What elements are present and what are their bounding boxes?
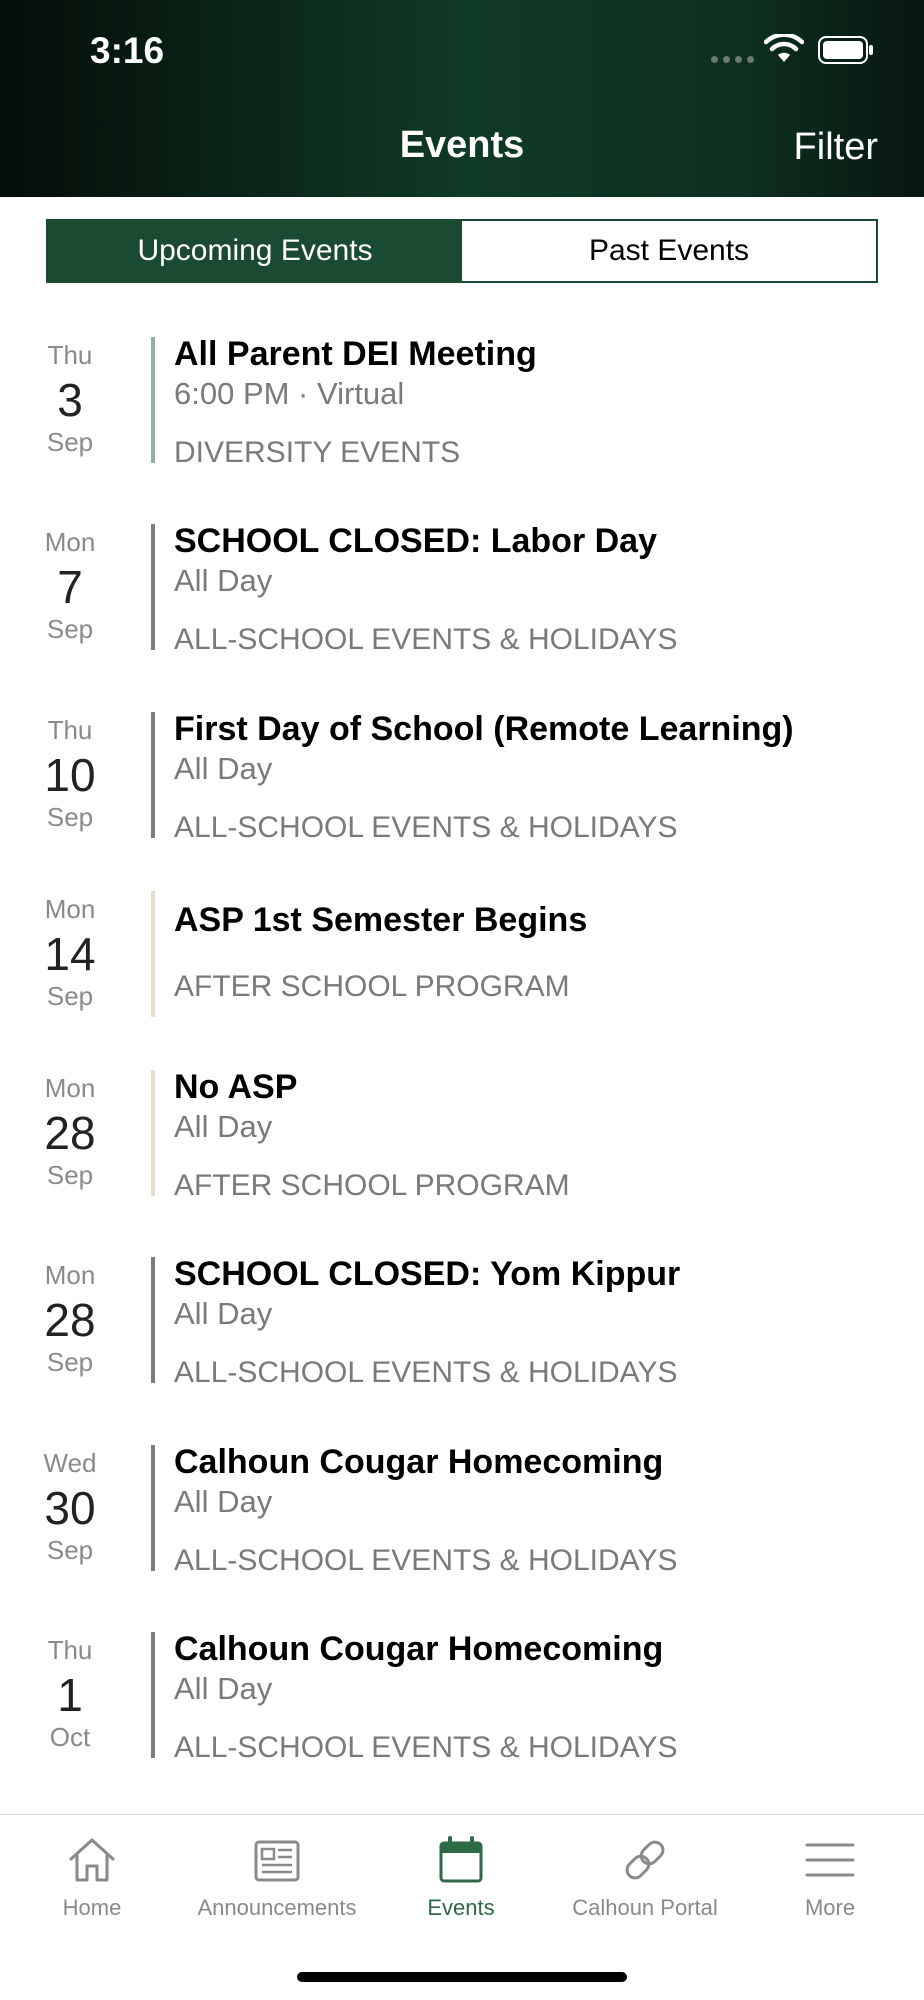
event-title: SCHOOL CLOSED: Labor Day [174,522,657,560]
event-category: ALL-SCHOOL EVENTS & HOLIDAYS [174,623,678,656]
event-row[interactable] [0,522,924,682]
event-category: ALL-SCHOOL EVENTS & HOLIDAYS [174,811,678,844]
event-month: Sep [46,614,94,644]
event-date [20,715,120,833]
event-date [20,894,120,1012]
home-indicator[interactable] [297,1972,627,1982]
event-day: 1 [57,1669,83,1721]
wifi-icon [764,34,804,64]
tab-more-label: More [804,1895,856,1920]
event-time: All Day [174,1484,273,1519]
tab-calhoun-portal-label: Calhoun Portal [572,1895,718,1920]
event-day: 30 [44,1482,96,1534]
category-color-bar [151,524,155,650]
event-date [20,1073,120,1191]
event-row[interactable] [0,1443,924,1603]
event-month: Sep [46,981,94,1011]
event-weekday: Thu [47,1635,93,1665]
event-weekday: Wed [43,1448,97,1478]
event-title: No ASP [174,1068,298,1106]
calendar-icon [434,1835,488,1885]
category-color-bar [151,1632,155,1758]
event-weekday: Mon [44,1260,96,1290]
event-day: 7 [57,561,83,613]
tab-home-label: Home [62,1895,122,1920]
event-month: Sep [46,1347,94,1377]
event-title: Calhoun Cougar Homecoming [174,1443,664,1481]
event-category: AFTER SCHOOL PROGRAM [174,1169,570,1202]
upcoming-events-tab[interactable]: Upcoming Events [48,221,462,281]
tab-events-label: Events [427,1895,495,1920]
tab-events[interactable] [369,1835,553,1921]
event-time: All Day [174,563,273,598]
event-row[interactable] [0,1068,924,1228]
event-month: Sep [46,1160,94,1190]
event-row[interactable] [0,1255,924,1415]
event-row[interactable] [0,710,924,870]
events-segmented-control [46,219,878,283]
link-icon [618,1835,672,1885]
event-month: Oct [49,1722,91,1752]
event-day: 28 [44,1294,96,1346]
event-row[interactable] [0,335,924,495]
event-category: ALL-SCHOOL EVENTS & HOLIDAYS [174,1731,678,1764]
event-time: 6:00 PM · Virtual [174,376,405,411]
event-weekday: Thu [47,715,93,745]
category-color-bar [151,891,155,1017]
event-title: Calhoun Cougar Homecoming [174,1630,664,1668]
category-color-bar [151,337,155,463]
battery-icon [818,36,874,64]
event-row[interactable] [0,1630,924,1790]
event-time: All Day [174,1296,273,1331]
tab-calhoun-portal[interactable] [553,1835,737,1921]
tab-announcements-label: Announcements [197,1895,357,1920]
navigation-header [0,0,924,197]
status-time: 3:16 [90,30,165,71]
event-weekday: Mon [44,527,96,557]
event-day: 10 [44,749,96,801]
page-title: Events [399,124,525,166]
tab-more[interactable] [738,1835,922,1921]
event-title: SCHOOL CLOSED: Yom Kippur [174,1255,681,1293]
event-weekday: Mon [44,1073,96,1103]
event-category: ALL-SCHOOL EVENTS & HOLIDAYS [174,1356,678,1389]
event-title: All Parent DEI Meeting [174,335,537,373]
newspaper-icon [250,1835,304,1885]
event-month: Sep [46,1535,94,1565]
category-color-bar [151,1445,155,1571]
event-date [20,1635,120,1753]
event-time: All Day [174,1109,273,1144]
event-category: ALL-SCHOOL EVENTS & HOLIDAYS [174,1544,678,1577]
event-date [20,1260,120,1378]
event-date [20,527,120,645]
event-title: First Day of School (Remote Learning) [174,710,794,748]
event-weekday: Mon [44,894,96,924]
menu-icon [803,1835,857,1885]
cellular-signal-icon [711,56,754,63]
event-category: DIVERSITY EVENTS [174,436,461,469]
event-category: AFTER SCHOOL PROGRAM [174,970,570,1003]
event-row[interactable] [0,889,924,1029]
category-color-bar [151,712,155,838]
event-date [20,340,120,458]
event-month: Sep [46,427,94,457]
event-day: 14 [44,928,96,980]
event-month: Sep [46,802,94,832]
category-color-bar [151,1257,155,1383]
event-time: All Day [174,1671,273,1706]
tab-announcements[interactable] [185,1835,369,1921]
past-events-tab[interactable]: Past Events [462,221,876,281]
event-weekday: Thu [47,340,93,370]
event-title: ASP 1st Semester Begins [174,901,588,939]
category-color-bar [151,1070,155,1196]
filter-button[interactable]: Filter [793,126,878,168]
tab-home[interactable] [0,1835,184,1921]
event-time: All Day [174,751,273,786]
event-day: 3 [57,374,83,426]
home-icon [65,1835,119,1885]
event-date [20,1448,120,1566]
event-day: 28 [44,1107,96,1159]
